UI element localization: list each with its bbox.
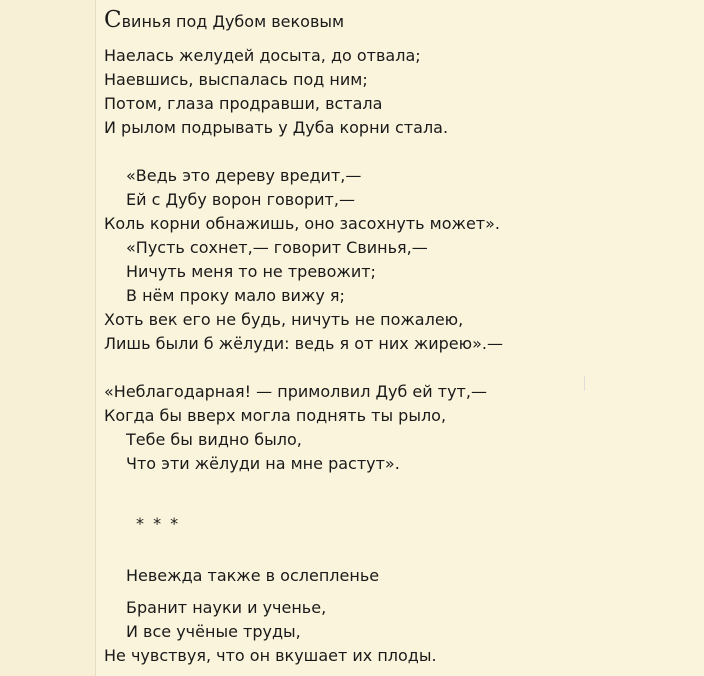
poem-line: Хоть век его не будь, ничуть не пожалею, bbox=[104, 310, 464, 329]
poem-line: «Неблагодарная! — примолвил Дуб ей тут,— bbox=[104, 382, 487, 401]
poem-line: В нём проку мало вижу я; bbox=[126, 286, 345, 305]
title-rest: винья под Дубом вековым bbox=[121, 12, 345, 31]
cursor-mark: ︳ bbox=[584, 377, 598, 393]
section-separator: * * * bbox=[136, 514, 181, 533]
poem-line: Не чувствуя, что он вкушает их плоды. bbox=[104, 646, 437, 665]
poem-line: Невежда также в ослепленье bbox=[126, 566, 380, 585]
title-dropcap: С bbox=[104, 7, 122, 33]
poem-line: «Пусть сохнет,— говорит Свинья,— bbox=[126, 238, 428, 257]
poem-line: Наелась желудей досыта, до отвала; bbox=[104, 46, 421, 65]
poem-line: И рылом подрывать у Дуба корни стала. bbox=[104, 118, 449, 137]
poem-line: Лишь были б жёлуди: ведь я от них жирею».— bbox=[104, 334, 503, 353]
poem-page bbox=[104, 0, 694, 676]
poem-line: Бранит науки и ученье, bbox=[126, 598, 327, 617]
poem-line: И все учёные труды, bbox=[126, 622, 301, 641]
poem-line: Ей с Дубу ворон говорит,— bbox=[126, 190, 355, 209]
poem-line: «Ведь это дереву вредит,— bbox=[126, 166, 362, 185]
poem-line: Коль корни обнажишь, оно засохнуть может». bbox=[104, 214, 500, 233]
poem-line: Потом, глаза продравши, встала bbox=[104, 94, 383, 113]
poem-line: Тебе бы видно было, bbox=[126, 430, 302, 449]
poem-line: Что эти жёлуди на мне растут». bbox=[126, 454, 400, 473]
poem-line: Ничуть меня то не тревожит; bbox=[126, 262, 376, 281]
poem-title bbox=[104, 8, 344, 34]
poem-line: Когда бы вверх могла поднять ты рыло, bbox=[104, 406, 447, 425]
left-margin bbox=[0, 0, 96, 676]
poem-line: Наевшись, выспалась под ним; bbox=[104, 70, 368, 89]
